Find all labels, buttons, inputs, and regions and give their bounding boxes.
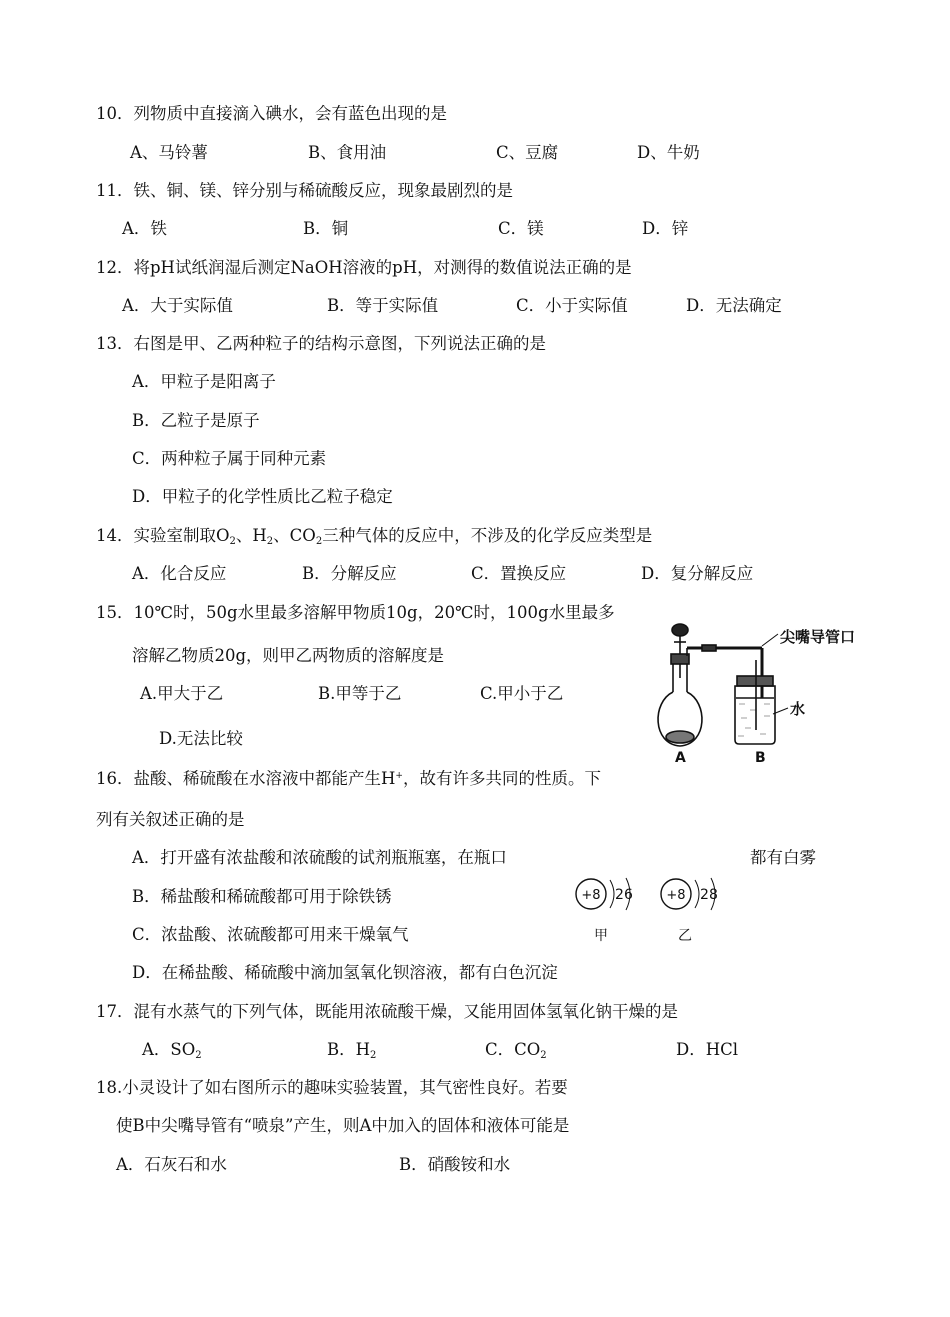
q10-stem: 10．列物质中直接滴入碘水，会有蓝色出现的是 xyxy=(96,104,447,123)
q16-option-b: B．稀盐酸和稀硫酸都可用于除铁锈 xyxy=(132,887,392,906)
q12-option-b: B．等于实际值 xyxy=(327,296,439,315)
q11-stem: 11．铁、铜、镁、锌分别与稀硫酸反应，现象最剧烈的是 xyxy=(96,181,513,200)
svg-text:乙: 乙 xyxy=(678,928,692,944)
q10-option-d: D、牛奶 xyxy=(637,143,700,162)
q17-option-a: A．$SO_2$ xyxy=(142,1040,202,1061)
q16-option-c: C．浓盐酸、浓硫酸都可用来干燥氧气 xyxy=(132,925,409,944)
q13-stem: 13．右图是甲、乙两种粒子的结构示意图，下列说法正确的是 xyxy=(96,334,546,353)
particle-yi xyxy=(661,878,718,944)
q14-option-a: A．化合反应 xyxy=(132,564,227,583)
q10-option-b: B、食用油 xyxy=(308,143,387,162)
svg-text:2: 2 xyxy=(615,887,624,903)
particle-jia xyxy=(576,878,633,944)
q13-option-c: C．两种粒子属于同种元素 xyxy=(132,449,327,468)
q18-option-a: A．石灰石和水 xyxy=(116,1155,227,1174)
q11-option-b: B．铜 xyxy=(303,219,349,238)
water-label: 水 xyxy=(790,700,806,718)
q13-option-d: D．甲粒子的化学性质比乙粒子稳定 xyxy=(132,487,393,506)
svg-text:+8: +8 xyxy=(581,888,601,903)
q16-stem-line2: 列有关叙述正确的是 xyxy=(96,810,245,829)
q11-option-d: D．锌 xyxy=(642,219,689,238)
q15-option-c: C.甲小于乙 xyxy=(480,684,564,703)
q18-stem-line2: 使B中尖嘴导管有“喷泉”产生，则A中加入的固体和液体可能是 xyxy=(116,1116,570,1135)
q18-option-b: B．硝酸铵和水 xyxy=(399,1155,511,1174)
q17-stem: 17．混有水蒸气的下列气体，既能用浓硫酸干燥，又能用固体氢氧化钠干燥的是 xyxy=(96,1002,678,1021)
q15-option-a: A.甲大于乙 xyxy=(140,684,224,703)
q15-stem-line2: 溶解乙物质20g，则甲乙两物质的溶解度是 xyxy=(132,646,445,665)
q15-option-d: D.无法比较 xyxy=(159,729,243,748)
flask-a-label: A xyxy=(675,750,686,765)
q11-option-a: A．铁 xyxy=(122,219,167,238)
q17-option-d: D．HCl xyxy=(676,1040,739,1059)
svg-text:2: 2 xyxy=(700,887,709,903)
q17-option-b: B．$H_2$ xyxy=(327,1040,377,1061)
q17-option-c: C．$CO_2$ xyxy=(485,1040,547,1061)
q16-option-a: A．打开盛有浓盐酸和浓硫酸的试剂瓶瓶塞，在瓶口 xyxy=(132,848,507,867)
q10-option-c: C、豆腐 xyxy=(496,143,559,162)
svg-text:8: 8 xyxy=(709,887,718,903)
svg-text:+8: +8 xyxy=(666,888,686,903)
q18-stem-line1: 18.小灵设计了如右图所示的趣味实验装置，其气密性良好。若要 xyxy=(96,1078,568,1097)
q16-option-a-cont: 都有白雾 xyxy=(750,848,816,867)
q13-option-a: A．甲粒子是阳离子 xyxy=(132,372,276,391)
q14-option-b: B．分解反应 xyxy=(302,564,397,583)
particle-diagrams xyxy=(570,872,730,946)
q15-option-b: B.甲等于乙 xyxy=(318,684,402,703)
q14-option-c: C．置换反应 xyxy=(471,564,567,583)
q16-stem-line1: 16．盐酸、稀硫酸在水溶液中都能产生H+，故有许多共同的性质。下 xyxy=(96,769,601,788)
q14-option-d: D．复分解反应 xyxy=(641,564,754,583)
svg-text:6: 6 xyxy=(624,887,633,903)
svg-text:甲: 甲 xyxy=(594,928,608,944)
q14-stem: 14．实验室制取$O_2$、$H_2$、$CO_2$三种气体的反应中，不涉及的化学反应类型是 xyxy=(96,526,653,547)
q11-option-c: C．镁 xyxy=(498,219,544,238)
q12-option-a: A．大于实际值 xyxy=(122,296,233,315)
q15-stem-line1: 15．10℃时，50g水里最多溶解甲物质10g，20℃时，100g水里最多 xyxy=(96,603,615,622)
bottle-b-label: B xyxy=(755,750,766,765)
q12-option-c: C．小于实际值 xyxy=(516,296,628,315)
q10-option-a: A、马铃薯 xyxy=(130,143,208,162)
q16-option-d: D．在稀盐酸、稀硫酸中滴加氢氧化钡溶液，都有白色沉淀 xyxy=(132,963,558,982)
apparatus-diagram xyxy=(650,620,870,765)
q12-option-d: D．无法确定 xyxy=(686,296,782,315)
q12-stem: 12．将pH试纸润湿后测定NaOH溶液的pH，对测得的数值说法正确的是 xyxy=(96,258,632,277)
nozzle-label: 尖嘴导管口 xyxy=(780,628,856,646)
q13-option-b: B．乙粒子是原子 xyxy=(132,411,260,430)
